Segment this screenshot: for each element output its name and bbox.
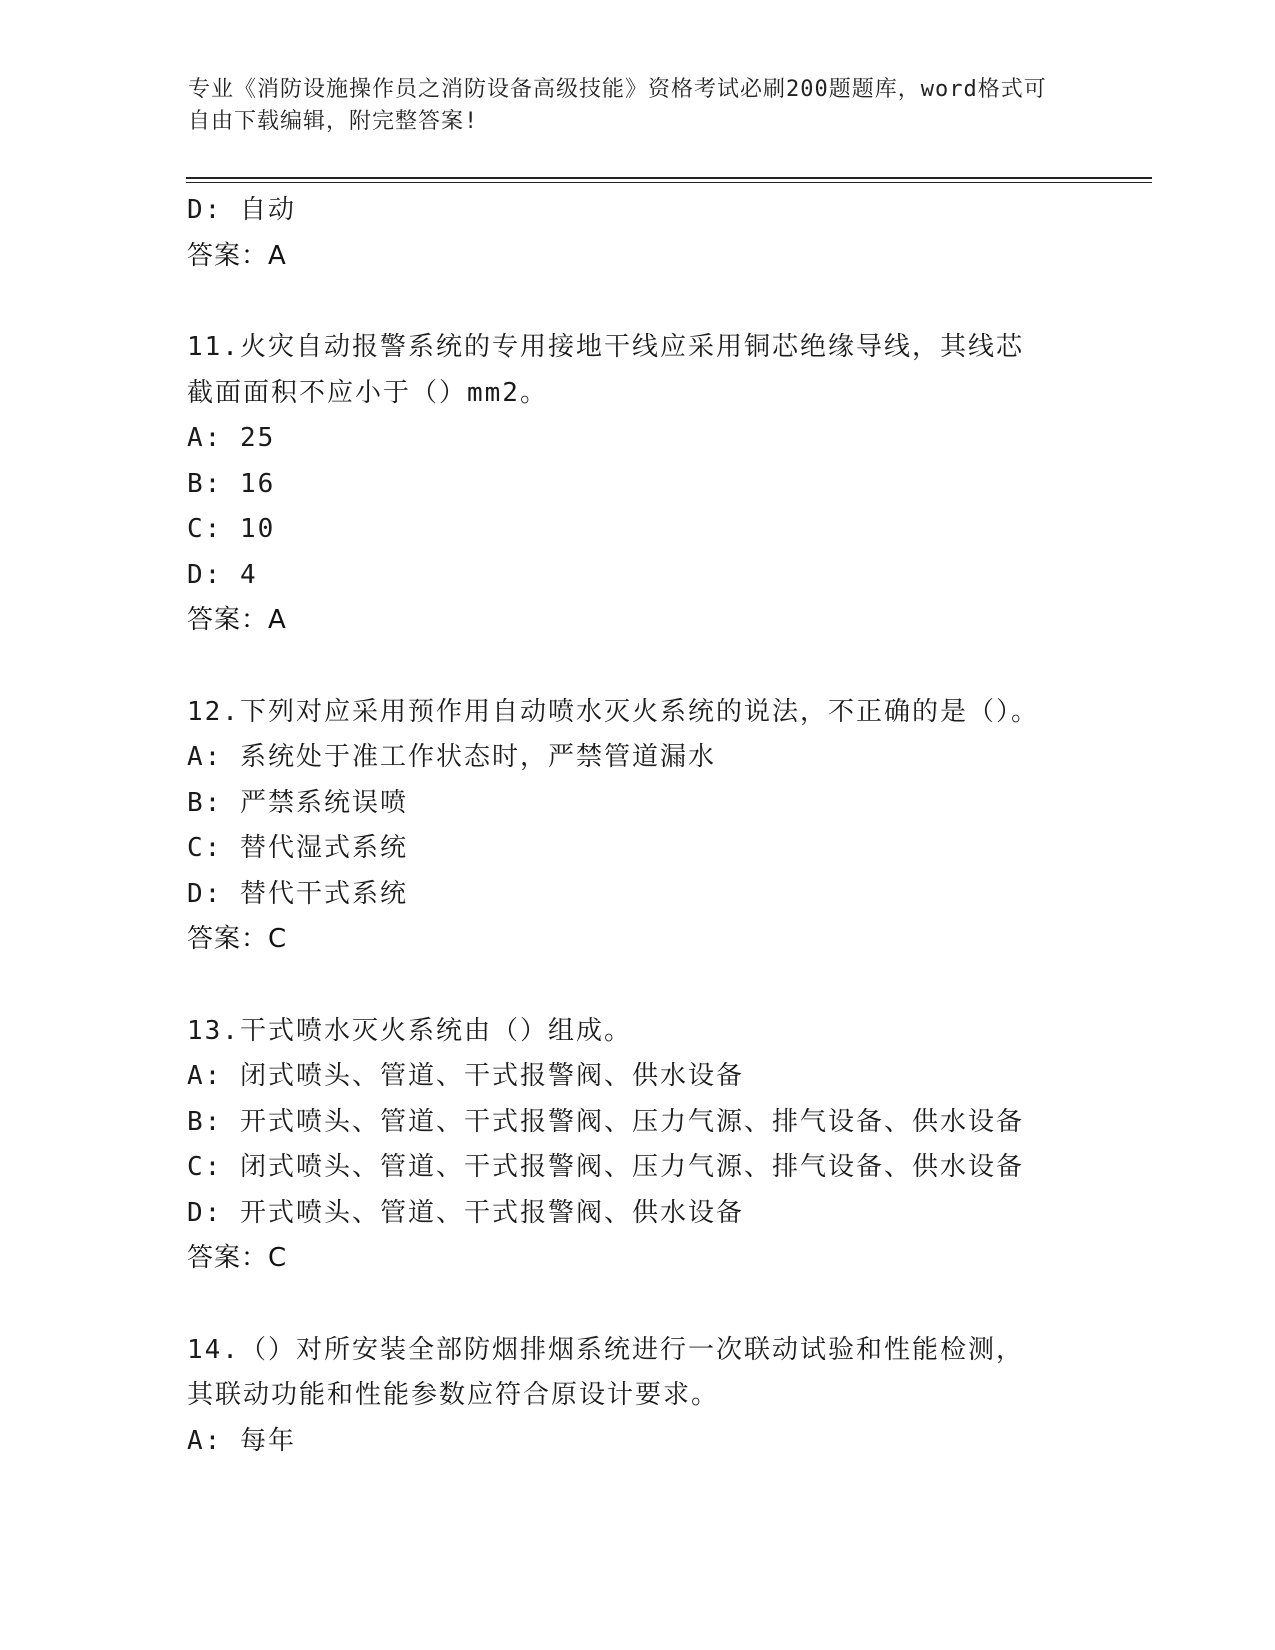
prev-option-d: D: 自动 [187,195,296,225]
header-divider-thick [186,177,1152,179]
question-14-stem: 14.（）对所安装全部防烟排烟系统进行一次联动试验和性能检测，其联动功能和性能参数应符合原设计要求。 [187,1334,1024,1410]
question-14-option-a: A: 每年 [187,1425,296,1456]
question-13-answer: 答案：C [187,1243,288,1273]
header-divider-thin [186,182,1152,183]
page-header: 专业《消防设施操作员之消防设备高级技能》资格考试必刷200题题库，word格式可自由下载编辑，附完整答案! [188,77,1047,134]
question-12-option-d: D: 替代干式系统 [187,878,408,909]
spacer [187,279,1087,325]
question-11-option-b: B: 16 [187,468,276,499]
question-13-option-d: D: 开式喷头、管道、干式报警阀、供水设备 [187,1197,744,1228]
question-11-stem: 11.火灾自动报警系统的专用接地干线应采用铜芯绝缘导线，其线芯截面面积不应小于（）mm2。 [187,332,1024,408]
question-12-stem: 12.下列对应采用预作用自动喷水灭火系统的说法，不正确的是（）。 [187,696,1039,727]
prev-answer: 答案：A [187,240,287,271]
question-13-option-b: B: 开式喷头、管道、干式报警阀、压力气源、排气设备、供水设备 [187,1106,1024,1137]
question-12-option-a: A: 系统处于准工作状态时，严禁管道漏水 [187,742,716,772]
question-12 [187,690,1087,963]
question-11 [187,325,1087,644]
question-13-stem: 13.干式喷水灭火系统由（）组成。 [187,1015,632,1046]
question-11-option-d: D: 4 [187,559,258,590]
question-12-option-c: C: 替代湿式系统 [187,833,408,863]
spacer [187,963,1087,1009]
question-12-option-b: B: 严禁系统误喷 [187,787,408,818]
spacer [187,644,1087,690]
spacer [187,1282,1087,1328]
question-13-option-a: A: 闭式喷头、管道、干式报警阀、供水设备 [187,1061,744,1091]
question-14 [187,1328,1087,1465]
question-list [187,188,1087,1464]
question-13-option-c: C: 闭式喷头、管道、干式报警阀、压力气源、排气设备、供水设备 [187,1152,1024,1182]
question-11-answer: 答案：A [187,605,287,635]
question-13 [187,1009,1087,1282]
question-11-option-a: A: 25 [187,423,276,453]
question-11-option-c: C: 10 [187,514,276,544]
question-12-answer: 答案：C [187,924,288,954]
